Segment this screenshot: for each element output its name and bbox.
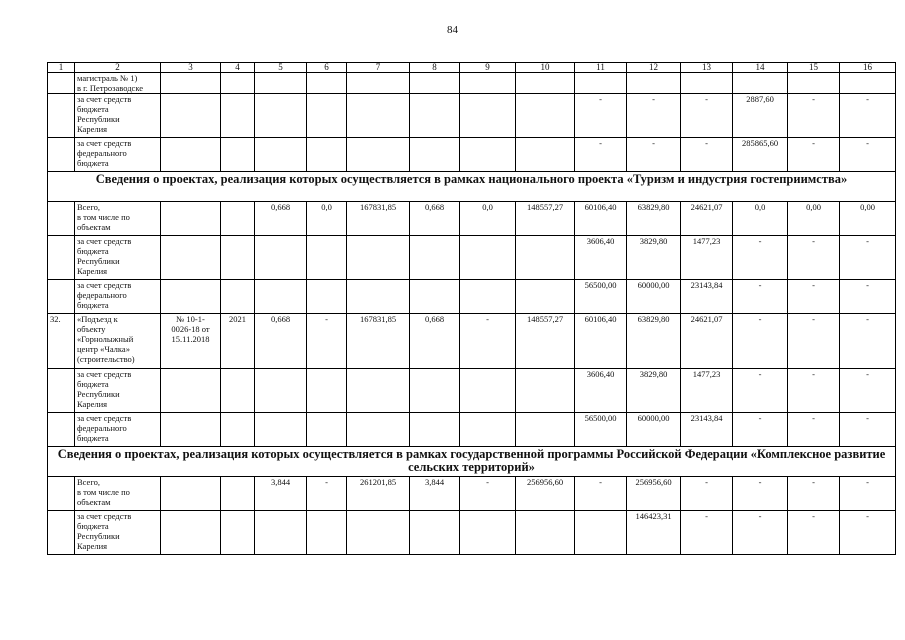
value-cell bbox=[516, 280, 575, 314]
value-cell bbox=[221, 73, 255, 94]
value-cell bbox=[347, 511, 410, 555]
header-cell: 1 bbox=[48, 63, 75, 73]
value-cell: 0,0 bbox=[307, 202, 347, 236]
value-cell: 60106,40 bbox=[575, 314, 627, 369]
value-cell bbox=[516, 511, 575, 555]
value-cell: - bbox=[733, 369, 788, 413]
value-cell: - bbox=[840, 236, 896, 280]
header-cell: 6 bbox=[307, 63, 347, 73]
document-cell bbox=[161, 202, 221, 236]
row-number-cell bbox=[48, 477, 75, 511]
value-cell: 3606,40 bbox=[575, 236, 627, 280]
document-cell bbox=[161, 511, 221, 555]
value-cell: 3829,80 bbox=[627, 369, 681, 413]
value-cell bbox=[307, 280, 347, 314]
value-cell: 24621,07 bbox=[681, 202, 733, 236]
value-cell: 56500,00 bbox=[575, 413, 627, 447]
value-cell bbox=[460, 73, 516, 94]
value-cell: - bbox=[627, 138, 681, 172]
value-cell bbox=[627, 73, 681, 94]
value-cell: - bbox=[733, 314, 788, 369]
value-cell: - bbox=[575, 138, 627, 172]
value-cell bbox=[221, 511, 255, 555]
table-row bbox=[48, 202, 896, 236]
value-cell bbox=[255, 94, 307, 138]
value-cell bbox=[460, 138, 516, 172]
document-cell bbox=[161, 236, 221, 280]
value-cell bbox=[221, 202, 255, 236]
header-cell: 7 bbox=[347, 63, 410, 73]
row-number-cell bbox=[48, 236, 75, 280]
header-cell: 12 bbox=[627, 63, 681, 73]
value-cell: - bbox=[788, 511, 840, 555]
value-cell: 0,00 bbox=[788, 202, 840, 236]
table-row bbox=[48, 73, 896, 94]
document-cell bbox=[161, 138, 221, 172]
table-row bbox=[48, 236, 896, 280]
row-label-cell: за счет средств бюджета Республики Карелия bbox=[75, 94, 161, 138]
value-cell: - bbox=[840, 477, 896, 511]
value-cell: 0,668 bbox=[410, 314, 460, 369]
table-row bbox=[48, 138, 896, 172]
value-cell bbox=[347, 73, 410, 94]
row-label-cell: за счет средств федерального бюджета bbox=[75, 413, 161, 447]
value-cell: 167831,85 bbox=[347, 314, 410, 369]
value-cell: 0,00 bbox=[840, 202, 896, 236]
value-cell bbox=[221, 94, 255, 138]
row-number-cell bbox=[48, 73, 75, 94]
value-cell: - bbox=[840, 94, 896, 138]
value-cell: 256956,60 bbox=[516, 477, 575, 511]
row-label-cell: за счет средств бюджета Республики Карелия bbox=[75, 511, 161, 555]
value-cell bbox=[410, 413, 460, 447]
document-cell bbox=[161, 94, 221, 138]
value-cell: - bbox=[788, 94, 840, 138]
value-cell: 3829,80 bbox=[627, 236, 681, 280]
value-cell bbox=[410, 369, 460, 413]
value-cell: 60106,40 bbox=[575, 202, 627, 236]
header-cell: 3 bbox=[161, 63, 221, 73]
value-cell: 3,844 bbox=[410, 477, 460, 511]
value-cell: - bbox=[575, 477, 627, 511]
value-cell: 24621,07 bbox=[681, 314, 733, 369]
value-cell bbox=[221, 413, 255, 447]
row-label-cell: Всего, в том числе по объектам bbox=[75, 477, 161, 511]
value-cell bbox=[410, 94, 460, 138]
value-cell: 0,668 bbox=[255, 314, 307, 369]
row-number-cell bbox=[48, 511, 75, 555]
value-cell bbox=[255, 511, 307, 555]
value-cell bbox=[221, 477, 255, 511]
header-cell: 5 bbox=[255, 63, 307, 73]
header-cell: 15 bbox=[788, 63, 840, 73]
value-cell bbox=[516, 138, 575, 172]
value-cell: - bbox=[840, 138, 896, 172]
value-cell: - bbox=[733, 413, 788, 447]
row-label-cell: Всего, в том числе по объектам bbox=[75, 202, 161, 236]
value-cell bbox=[516, 236, 575, 280]
value-cell bbox=[410, 138, 460, 172]
value-cell: 3,844 bbox=[255, 477, 307, 511]
value-cell bbox=[255, 138, 307, 172]
header-cell: 11 bbox=[575, 63, 627, 73]
value-cell: 261201,85 bbox=[347, 477, 410, 511]
value-cell: 146423,31 bbox=[627, 511, 681, 555]
value-cell bbox=[307, 369, 347, 413]
value-cell: - bbox=[788, 413, 840, 447]
value-cell: 167831,85 bbox=[347, 202, 410, 236]
value-cell: 3606,40 bbox=[575, 369, 627, 413]
row-label-cell: за счет средств бюджета Республики Карелия bbox=[75, 369, 161, 413]
row-number-cell bbox=[48, 138, 75, 172]
value-cell: - bbox=[681, 477, 733, 511]
value-cell bbox=[255, 73, 307, 94]
value-cell: 0,0 bbox=[733, 202, 788, 236]
value-cell bbox=[347, 138, 410, 172]
value-cell bbox=[347, 280, 410, 314]
value-cell: - bbox=[788, 477, 840, 511]
value-cell bbox=[347, 413, 410, 447]
value-cell bbox=[516, 94, 575, 138]
value-cell bbox=[347, 236, 410, 280]
value-cell: 1477,23 bbox=[681, 236, 733, 280]
value-cell: - bbox=[788, 280, 840, 314]
header-cell: 9 bbox=[460, 63, 516, 73]
value-cell: 60000,00 bbox=[627, 413, 681, 447]
value-cell bbox=[255, 236, 307, 280]
value-cell bbox=[255, 413, 307, 447]
value-cell bbox=[255, 280, 307, 314]
table-row bbox=[48, 413, 896, 447]
value-cell: - bbox=[788, 138, 840, 172]
value-cell: - bbox=[681, 511, 733, 555]
document-cell bbox=[161, 477, 221, 511]
value-cell: - bbox=[460, 477, 516, 511]
header-cell: 13 bbox=[681, 63, 733, 73]
value-cell: - bbox=[307, 477, 347, 511]
value-cell bbox=[840, 73, 896, 94]
value-cell bbox=[460, 413, 516, 447]
value-cell: 285865,60 bbox=[733, 138, 788, 172]
value-cell bbox=[460, 280, 516, 314]
header-cell: 4 bbox=[221, 63, 255, 73]
value-cell: 1477,23 bbox=[681, 369, 733, 413]
document-cell bbox=[161, 280, 221, 314]
value-cell: 0,668 bbox=[410, 202, 460, 236]
value-cell bbox=[733, 73, 788, 94]
value-cell bbox=[516, 73, 575, 94]
value-cell bbox=[460, 94, 516, 138]
table-row bbox=[48, 477, 896, 511]
header-cell: 8 bbox=[410, 63, 460, 73]
header-cell: 10 bbox=[516, 63, 575, 73]
value-cell: 63829,80 bbox=[627, 202, 681, 236]
budget-table bbox=[47, 62, 896, 555]
value-cell: - bbox=[627, 94, 681, 138]
value-cell bbox=[307, 138, 347, 172]
value-cell: 56500,00 bbox=[575, 280, 627, 314]
value-cell bbox=[307, 94, 347, 138]
value-cell bbox=[347, 94, 410, 138]
value-cell bbox=[221, 369, 255, 413]
value-cell bbox=[516, 413, 575, 447]
document-cell bbox=[161, 369, 221, 413]
value-cell: 148557,27 bbox=[516, 202, 575, 236]
value-cell: - bbox=[307, 314, 347, 369]
document-cell: № 10-1- 0026-18 от 15.11.2018 bbox=[161, 314, 221, 369]
row-number-cell bbox=[48, 202, 75, 236]
value-cell: 2887,60 bbox=[733, 94, 788, 138]
header-cell: 16 bbox=[840, 63, 896, 73]
document-cell bbox=[161, 413, 221, 447]
value-cell bbox=[410, 236, 460, 280]
value-cell: - bbox=[733, 236, 788, 280]
value-cell bbox=[307, 73, 347, 94]
value-cell: 2021 bbox=[221, 314, 255, 369]
table-row bbox=[48, 94, 896, 138]
value-cell: 23143,84 bbox=[681, 413, 733, 447]
value-cell: - bbox=[681, 138, 733, 172]
value-cell: 0,668 bbox=[255, 202, 307, 236]
value-cell: 23143,84 bbox=[681, 280, 733, 314]
row-number-cell bbox=[48, 280, 75, 314]
value-cell: 0,0 bbox=[460, 202, 516, 236]
value-cell: - bbox=[788, 369, 840, 413]
row-label-cell: «Подъезд к объекту «Горнолыжный центр «Чалка» (строительство) bbox=[75, 314, 161, 369]
header-row bbox=[48, 63, 896, 73]
value-cell bbox=[221, 138, 255, 172]
value-cell bbox=[221, 280, 255, 314]
value-cell bbox=[347, 369, 410, 413]
value-cell bbox=[307, 413, 347, 447]
value-cell bbox=[307, 236, 347, 280]
value-cell: 148557,27 bbox=[516, 314, 575, 369]
section-header-row bbox=[48, 172, 896, 202]
value-cell bbox=[516, 369, 575, 413]
value-cell: - bbox=[733, 280, 788, 314]
section-title: Сведения о проектах, реализация которых осуществляется в рамках государственной программы Российской Федерации «Комплексное развитие сельских территорий» bbox=[48, 447, 896, 477]
row-label-cell: за счет средств федерального бюджета bbox=[75, 280, 161, 314]
value-cell: 60000,00 bbox=[627, 280, 681, 314]
value-cell: 256956,60 bbox=[627, 477, 681, 511]
value-cell bbox=[307, 511, 347, 555]
section-header-row bbox=[48, 447, 896, 477]
value-cell bbox=[575, 511, 627, 555]
table-row bbox=[48, 280, 896, 314]
value-cell bbox=[410, 280, 460, 314]
value-cell: - bbox=[575, 94, 627, 138]
value-cell bbox=[255, 369, 307, 413]
table-row bbox=[48, 369, 896, 413]
value-cell: - bbox=[460, 314, 516, 369]
header-cell: 14 bbox=[733, 63, 788, 73]
table-row bbox=[48, 511, 896, 555]
row-number-cell bbox=[48, 369, 75, 413]
value-cell: - bbox=[840, 314, 896, 369]
value-cell bbox=[460, 511, 516, 555]
value-cell bbox=[460, 236, 516, 280]
table-row bbox=[48, 314, 896, 369]
row-number-cell: 32. bbox=[48, 314, 75, 369]
value-cell bbox=[575, 73, 627, 94]
value-cell: - bbox=[733, 511, 788, 555]
row-number-cell bbox=[48, 94, 75, 138]
section-title: Сведения о проектах, реализация которых осуществляется в рамках национального проекта «Туризм и индустрия гостеприимства» bbox=[48, 172, 896, 202]
row-label-cell: за счет средств бюджета Республики Карелия bbox=[75, 236, 161, 280]
row-label-cell: за счет средств федерального бюджета bbox=[75, 138, 161, 172]
row-label-cell: магистраль № 1) в г. Петрозаводске bbox=[75, 73, 161, 94]
value-cell: - bbox=[840, 369, 896, 413]
value-cell bbox=[460, 369, 516, 413]
value-cell: - bbox=[733, 477, 788, 511]
value-cell bbox=[681, 73, 733, 94]
document-cell bbox=[161, 73, 221, 94]
header-cell: 2 bbox=[75, 63, 161, 73]
value-cell: - bbox=[788, 314, 840, 369]
value-cell: - bbox=[788, 236, 840, 280]
value-cell: - bbox=[840, 511, 896, 555]
page-number: 84 bbox=[447, 24, 458, 36]
value-cell: - bbox=[840, 280, 896, 314]
value-cell bbox=[788, 73, 840, 94]
value-cell: - bbox=[681, 94, 733, 138]
value-cell bbox=[410, 73, 460, 94]
value-cell bbox=[221, 236, 255, 280]
value-cell bbox=[410, 511, 460, 555]
value-cell: - bbox=[840, 413, 896, 447]
row-number-cell bbox=[48, 413, 75, 447]
value-cell: 63829,80 bbox=[627, 314, 681, 369]
